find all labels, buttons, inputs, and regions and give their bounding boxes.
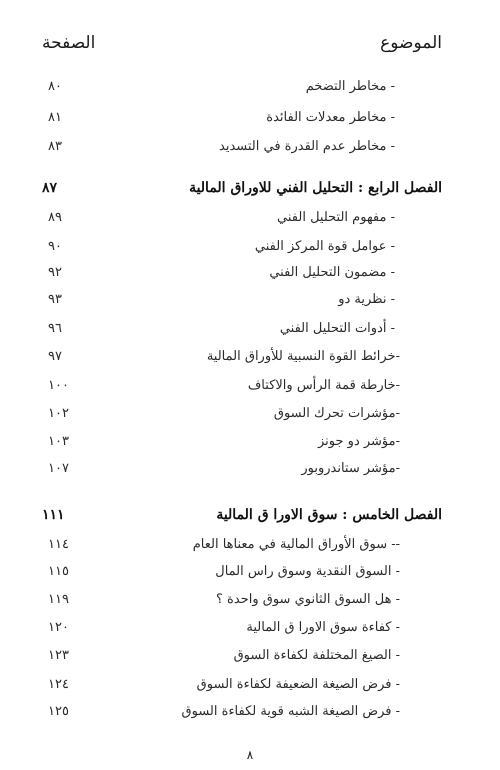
toc-entry-title: - كفاءة سوق الاورا ق المالية — [246, 620, 400, 635]
toc-entry-page: ١٠٠ — [48, 378, 69, 393]
toc-entry-page: ٨٩ — [48, 210, 62, 225]
toc-entry-page: ٩٠ — [48, 239, 62, 254]
toc-entry — [0, 406, 500, 428]
page-column-header: الصفحة — [42, 33, 96, 53]
toc-entry-page: ٨١ — [48, 110, 62, 125]
toc-entry-title: -خارطة قمة الرأس والاكتاف — [247, 378, 400, 393]
toc-entry — [0, 434, 500, 456]
page-number: ٨ — [246, 748, 254, 762]
toc-entry — [0, 139, 500, 161]
toc-entry — [0, 564, 500, 586]
toc-entry-title: -خرائط القوة النسبية للأوراق المالية — [206, 349, 400, 364]
toc-entry — [0, 704, 500, 726]
toc-entry-title: - هل السوق الثانوي سوق واحدة ؟ — [216, 592, 400, 607]
chapter-page: ٨٧ — [42, 180, 58, 196]
toc-entry-title: - الصيغ المختلفة لكفاءة السوق — [233, 648, 400, 663]
toc-entry-title: - أدوات التحليل الفني — [279, 321, 395, 336]
toc-entry — [0, 677, 500, 699]
toc-entry-title: - مفهوم التحليل الفني — [277, 210, 395, 225]
toc-entry — [0, 79, 500, 101]
toc-entry-title: - السوق النقدية وسوق راس المال — [215, 564, 400, 579]
toc-entry-page: ٩٢ — [48, 265, 62, 280]
toc-entry-page: ١٠٢ — [48, 406, 69, 421]
toc-entry-title: -مؤشر دو جونز — [317, 434, 400, 449]
toc-entry-title: - فرض الصيغة الضعيفة لكفاءة السوق — [196, 677, 400, 692]
toc-entry — [0, 110, 500, 132]
toc-entry — [0, 537, 500, 559]
toc-entry-title: -مؤشرات تحرك السوق — [273, 406, 400, 421]
toc-entry-page: ١١٤ — [48, 537, 69, 552]
toc-entry — [0, 461, 500, 483]
toc-entry-page: ١١٩ — [48, 592, 69, 607]
toc-entry — [0, 321, 500, 343]
toc-entry — [0, 265, 500, 287]
toc-entry-title: -- سوق الأوراق المالية في معناها العام — [192, 537, 400, 552]
toc-entry-title: - مخاطر عدم القدرة في التسديد — [219, 139, 395, 154]
toc-entry — [0, 378, 500, 400]
toc-entry-page: ١١٥ — [48, 564, 69, 579]
toc-entry-page: ١٢٤ — [48, 677, 69, 692]
toc-entry-page: ٨٣ — [48, 139, 62, 154]
toc-entry-title: - مخاطر معدلات الفائدة — [266, 110, 395, 125]
toc-entry — [0, 239, 500, 261]
chapter-title: الفصل الخامس : سوق الاورا ق المالية — [216, 507, 442, 523]
toc-entry-page: ١٢٠ — [48, 620, 69, 635]
toc-entry — [0, 349, 500, 371]
toc-entry — [0, 292, 500, 314]
toc-entry-title: - عوامل قوة المركز الفني — [254, 239, 395, 254]
toc-entry-page: ٨٠ — [48, 79, 62, 94]
toc-chapter-heading — [0, 180, 500, 202]
toc-entry-page: ٩٧ — [48, 349, 62, 364]
toc-entry-page: ١٠٣ — [48, 434, 69, 449]
toc-entry-page: ٩٣ — [48, 292, 62, 307]
toc-entry — [0, 620, 500, 642]
toc-entry-title: - نظرية دو — [338, 292, 395, 307]
toc-entry-title: -مؤشر ستاندروبور — [301, 461, 400, 476]
toc-entry-page: ١٠٧ — [48, 461, 69, 476]
toc-entry — [0, 648, 500, 670]
toc-entry-title: - مخاطر التضخم — [305, 79, 395, 94]
toc-entry — [0, 592, 500, 614]
toc-entry-title: - فرض الصيغة الشبه قوية لكفاءة السوق — [181, 704, 400, 719]
toc-entry — [0, 210, 500, 232]
chapter-page: ١١١ — [42, 507, 65, 523]
toc-entry-page: ١٢٥ — [48, 704, 69, 719]
toc-entry-page: ١٢٣ — [48, 648, 69, 663]
toc-entry-title: - مضمون التحليل الفني — [269, 265, 395, 280]
chapter-title: الفصل الرابع : التحليل الفني للاوراق المالية — [189, 180, 442, 196]
toc-chapter-heading — [0, 507, 500, 529]
topic-column-header: الموضوع — [380, 33, 442, 53]
toc-entry-page: ٩٦ — [48, 321, 62, 336]
